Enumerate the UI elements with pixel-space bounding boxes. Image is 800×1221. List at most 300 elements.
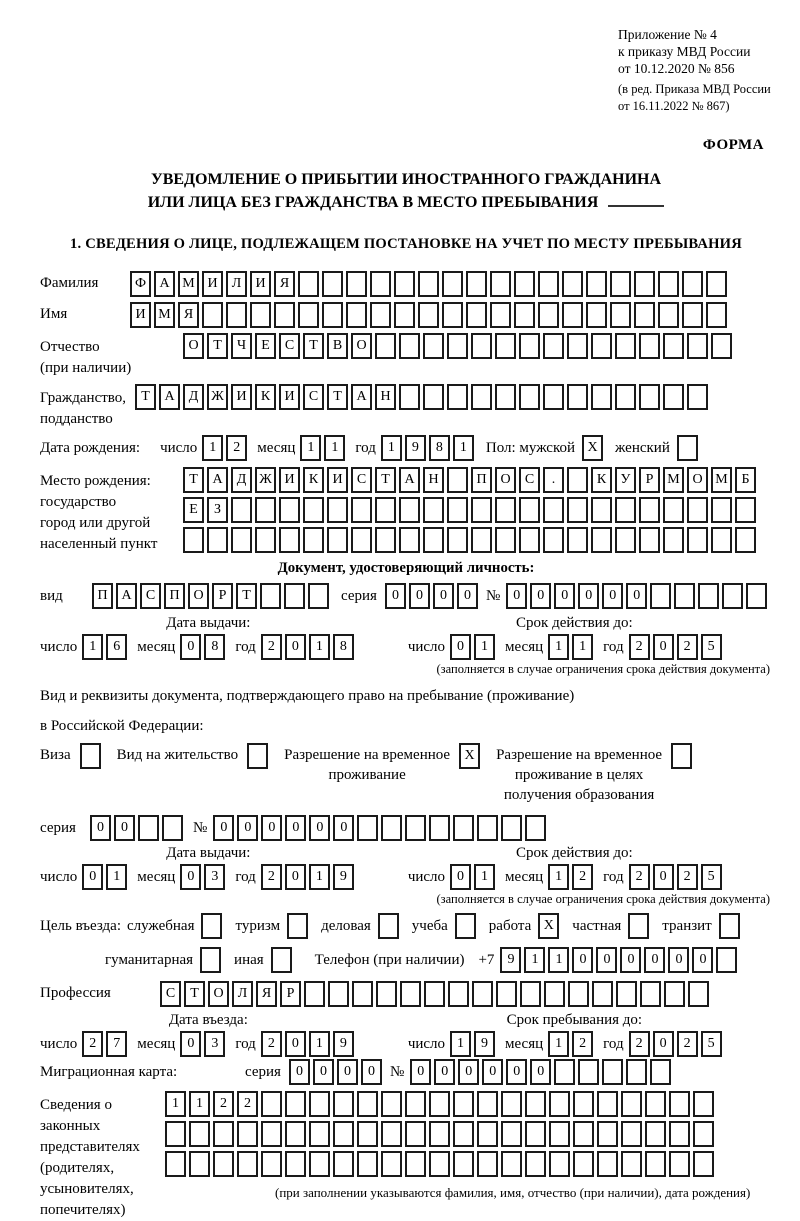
char-cell[interactable]: 0 [530, 583, 551, 609]
char-cell[interactable] [706, 302, 727, 328]
char-cell[interactable] [477, 815, 498, 841]
char-cell[interactable] [423, 497, 444, 523]
char-cell[interactable] [322, 271, 343, 297]
char-cell[interactable] [543, 333, 564, 359]
char-cell[interactable] [322, 302, 343, 328]
char-cell[interactable] [682, 302, 703, 328]
char-cell[interactable] [378, 913, 399, 939]
char-cell[interactable] [471, 384, 492, 410]
char-cell[interactable]: О [208, 981, 229, 1007]
char-cell[interactable]: 0 [450, 864, 471, 890]
char-cell[interactable] [592, 981, 613, 1007]
char-cell[interactable]: 0 [692, 947, 713, 973]
char-cell[interactable] [645, 1091, 666, 1117]
char-cell[interactable] [495, 384, 516, 410]
char-cell[interactable]: 0 [333, 815, 354, 841]
char-cell[interactable] [610, 302, 631, 328]
char-cell[interactable] [423, 527, 444, 553]
char-cell[interactable] [711, 527, 732, 553]
char-cell[interactable] [544, 981, 565, 1007]
char-cell[interactable] [591, 497, 612, 523]
char-cell[interactable]: Л [232, 981, 253, 1007]
char-cell[interactable]: 2 [629, 634, 650, 660]
char-cell[interactable]: 3 [204, 1031, 225, 1057]
char-cell[interactable] [231, 527, 252, 553]
char-cell[interactable]: 0 [180, 1031, 201, 1057]
char-cell[interactable]: 3 [204, 864, 225, 890]
char-cell[interactable] [746, 583, 767, 609]
char-cell[interactable]: 0 [554, 583, 575, 609]
char-cell[interactable] [351, 497, 372, 523]
char-cell[interactable]: 0 [578, 583, 599, 609]
char-cell[interactable]: М [178, 271, 199, 297]
char-cell[interactable] [525, 1121, 546, 1147]
char-cell[interactable] [471, 497, 492, 523]
char-cell[interactable]: 6 [106, 634, 127, 660]
char-cell[interactable]: 2 [226, 435, 247, 461]
char-cell[interactable] [471, 333, 492, 359]
char-cell[interactable] [370, 271, 391, 297]
char-cell[interactable]: Т [207, 333, 228, 359]
char-cell[interactable]: Я [274, 271, 295, 297]
char-cell[interactable] [429, 1091, 450, 1117]
char-cell[interactable]: Т [303, 333, 324, 359]
char-cell[interactable]: М [711, 467, 732, 493]
char-cell[interactable]: О [351, 333, 372, 359]
char-cell[interactable]: П [92, 583, 113, 609]
char-cell[interactable]: О [495, 467, 516, 493]
char-cell[interactable]: 1 [309, 1031, 330, 1057]
char-cell[interactable] [519, 497, 540, 523]
char-cell[interactable] [567, 384, 588, 410]
char-cell[interactable] [687, 384, 708, 410]
char-cell[interactable] [711, 333, 732, 359]
char-cell[interactable] [429, 1151, 450, 1177]
char-cell[interactable] [304, 981, 325, 1007]
char-cell[interactable]: 1 [300, 435, 321, 461]
char-cell[interactable]: 8 [429, 435, 450, 461]
char-cell[interactable]: 0 [450, 634, 471, 660]
char-cell[interactable] [284, 583, 305, 609]
char-cell[interactable]: 0 [434, 1059, 455, 1085]
char-cell[interactable]: 8 [204, 634, 225, 660]
char-cell[interactable] [287, 913, 308, 939]
char-cell[interactable]: К [255, 384, 276, 410]
char-cell[interactable]: 0 [506, 1059, 527, 1085]
char-cell[interactable] [309, 1151, 330, 1177]
char-cell[interactable] [261, 1121, 282, 1147]
char-cell[interactable] [138, 815, 159, 841]
char-cell[interactable] [671, 743, 692, 769]
char-cell[interactable] [423, 333, 444, 359]
char-cell[interactable] [399, 527, 420, 553]
char-cell[interactable]: И [279, 467, 300, 493]
char-cell[interactable] [687, 497, 708, 523]
char-cell[interactable] [682, 271, 703, 297]
char-cell[interactable] [201, 913, 222, 939]
char-cell[interactable] [658, 271, 679, 297]
char-cell[interactable] [490, 271, 511, 297]
char-cell[interactable] [519, 384, 540, 410]
char-cell[interactable]: 0 [457, 583, 478, 609]
char-cell[interactable]: С [140, 583, 161, 609]
char-cell[interactable] [333, 1091, 354, 1117]
char-cell[interactable] [639, 384, 660, 410]
char-cell[interactable] [202, 302, 223, 328]
char-cell[interactable]: 5 [701, 634, 722, 660]
char-cell[interactable]: 0 [285, 634, 306, 660]
char-cell[interactable]: 1 [548, 864, 569, 890]
char-cell[interactable] [80, 743, 101, 769]
char-cell[interactable] [226, 302, 247, 328]
char-cell[interactable]: М [663, 467, 684, 493]
char-cell[interactable]: 0 [285, 1031, 306, 1057]
char-cell[interactable] [423, 384, 444, 410]
char-cell[interactable] [573, 1091, 594, 1117]
char-cell[interactable] [255, 497, 276, 523]
char-cell[interactable]: 1 [309, 864, 330, 890]
char-cell[interactable] [381, 1091, 402, 1117]
char-cell[interactable]: 1 [524, 947, 545, 973]
char-cell[interactable] [477, 1151, 498, 1177]
char-cell[interactable]: 1 [453, 435, 474, 461]
char-cell[interactable] [602, 1059, 623, 1085]
char-cell[interactable]: 9 [500, 947, 521, 973]
char-cell[interactable]: И [130, 302, 151, 328]
char-cell[interactable] [543, 497, 564, 523]
char-cell[interactable] [538, 271, 559, 297]
char-cell[interactable]: 0 [530, 1059, 551, 1085]
char-cell[interactable]: 1 [572, 634, 593, 660]
char-cell[interactable] [183, 527, 204, 553]
char-cell[interactable] [674, 583, 695, 609]
char-cell[interactable] [375, 527, 396, 553]
char-cell[interactable] [453, 1091, 474, 1117]
char-cell[interactable]: 2 [629, 1031, 650, 1057]
char-cell[interactable] [200, 947, 221, 973]
char-cell[interactable]: А [207, 467, 228, 493]
char-cell[interactable]: 0 [482, 1059, 503, 1085]
char-cell[interactable]: С [351, 467, 372, 493]
char-cell[interactable]: 0 [572, 947, 593, 973]
char-cell[interactable] [610, 271, 631, 297]
char-cell[interactable]: Б [735, 467, 756, 493]
char-cell[interactable] [519, 333, 540, 359]
char-cell[interactable] [591, 333, 612, 359]
char-cell[interactable] [615, 497, 636, 523]
char-cell[interactable] [639, 333, 660, 359]
char-cell[interactable] [477, 1121, 498, 1147]
char-cell[interactable]: 2 [572, 1031, 593, 1057]
char-cell[interactable] [333, 1151, 354, 1177]
char-cell[interactable] [189, 1121, 210, 1147]
char-cell[interactable] [621, 1151, 642, 1177]
char-cell[interactable] [399, 384, 420, 410]
char-cell[interactable] [520, 981, 541, 1007]
char-cell[interactable]: 0 [337, 1059, 358, 1085]
char-cell[interactable] [562, 302, 583, 328]
char-cell[interactable]: 1 [474, 634, 495, 660]
char-cell[interactable]: 0 [433, 583, 454, 609]
char-cell[interactable]: 1 [548, 1031, 569, 1057]
char-cell[interactable] [567, 527, 588, 553]
char-cell[interactable] [719, 913, 740, 939]
char-cell[interactable] [549, 1091, 570, 1117]
char-cell[interactable] [543, 384, 564, 410]
char-cell[interactable] [255, 527, 276, 553]
char-cell[interactable] [308, 583, 329, 609]
char-cell[interactable]: Н [423, 467, 444, 493]
char-cell[interactable]: И [327, 467, 348, 493]
char-cell[interactable] [706, 271, 727, 297]
char-cell[interactable]: 0 [114, 815, 135, 841]
char-cell[interactable]: И [279, 384, 300, 410]
char-cell[interactable] [687, 333, 708, 359]
char-cell[interactable]: 0 [620, 947, 641, 973]
char-cell[interactable] [501, 1151, 522, 1177]
char-cell[interactable] [237, 1121, 258, 1147]
char-cell[interactable]: Т [327, 384, 348, 410]
char-cell[interactable]: 0 [409, 583, 430, 609]
char-cell[interactable]: Я [178, 302, 199, 328]
char-cell[interactable] [298, 271, 319, 297]
char-cell[interactable]: 0 [385, 583, 406, 609]
char-cell[interactable]: 0 [285, 864, 306, 890]
char-cell[interactable] [352, 981, 373, 1007]
char-cell[interactable] [261, 1091, 282, 1117]
char-cell[interactable]: К [591, 467, 612, 493]
char-cell[interactable]: 9 [333, 1031, 354, 1057]
char-cell[interactable]: К [303, 467, 324, 493]
char-cell[interactable] [645, 1151, 666, 1177]
char-cell[interactable]: О [188, 583, 209, 609]
char-cell[interactable] [271, 947, 292, 973]
char-cell[interactable] [495, 527, 516, 553]
char-cell[interactable]: И [202, 271, 223, 297]
char-cell[interactable]: 0 [313, 1059, 334, 1085]
char-cell[interactable]: 0 [653, 634, 674, 660]
char-cell[interactable] [735, 497, 756, 523]
char-cell[interactable] [447, 333, 468, 359]
char-cell[interactable]: А [399, 467, 420, 493]
char-cell[interactable] [165, 1151, 186, 1177]
char-cell[interactable] [442, 302, 463, 328]
char-cell[interactable]: 0 [653, 864, 674, 890]
char-cell[interactable] [495, 333, 516, 359]
char-cell[interactable] [495, 497, 516, 523]
char-cell[interactable] [375, 497, 396, 523]
char-cell[interactable] [501, 1121, 522, 1147]
char-cell[interactable] [357, 1121, 378, 1147]
char-cell[interactable] [357, 1091, 378, 1117]
char-cell[interactable]: 0 [289, 1059, 310, 1085]
char-cell[interactable]: 0 [668, 947, 689, 973]
char-cell[interactable] [663, 384, 684, 410]
char-cell[interactable] [357, 1151, 378, 1177]
char-cell[interactable]: Р [639, 467, 660, 493]
char-cell[interactable] [567, 333, 588, 359]
char-cell[interactable]: 2 [261, 864, 282, 890]
char-cell[interactable]: 0 [410, 1059, 431, 1085]
char-cell[interactable] [357, 815, 378, 841]
char-cell[interactable] [346, 302, 367, 328]
char-cell[interactable]: 0 [458, 1059, 479, 1085]
char-cell[interactable]: В [327, 333, 348, 359]
char-cell[interactable]: 5 [701, 864, 722, 890]
char-cell[interactable] [424, 981, 445, 1007]
char-cell[interactable] [375, 333, 396, 359]
char-cell[interactable] [447, 467, 468, 493]
char-cell[interactable]: . [543, 467, 564, 493]
char-cell[interactable] [381, 815, 402, 841]
char-cell[interactable] [573, 1121, 594, 1147]
char-cell[interactable] [279, 497, 300, 523]
char-cell[interactable] [664, 981, 685, 1007]
char-cell[interactable] [669, 1091, 690, 1117]
char-cell[interactable] [376, 981, 397, 1007]
char-cell[interactable] [615, 333, 636, 359]
char-cell[interactable] [554, 1059, 575, 1085]
char-cell[interactable]: 0 [180, 864, 201, 890]
char-cell[interactable]: П [164, 583, 185, 609]
char-cell[interactable]: 1 [548, 947, 569, 973]
char-cell[interactable] [418, 271, 439, 297]
char-cell[interactable] [586, 271, 607, 297]
char-cell[interactable] [597, 1091, 618, 1117]
char-cell[interactable]: Я [256, 981, 277, 1007]
char-cell[interactable]: Т [236, 583, 257, 609]
char-cell[interactable]: 1 [202, 435, 223, 461]
char-cell[interactable] [586, 302, 607, 328]
char-cell[interactable]: 1 [106, 864, 127, 890]
char-cell[interactable]: Ч [231, 333, 252, 359]
char-cell[interactable] [735, 527, 756, 553]
char-cell[interactable]: Р [212, 583, 233, 609]
char-cell[interactable] [327, 527, 348, 553]
char-cell[interactable] [303, 527, 324, 553]
char-cell[interactable]: З [207, 497, 228, 523]
char-cell[interactable]: И [231, 384, 252, 410]
char-cell[interactable] [650, 583, 671, 609]
char-cell[interactable] [525, 815, 546, 841]
char-cell[interactable] [597, 1121, 618, 1147]
char-cell[interactable] [716, 947, 737, 973]
char-cell[interactable] [615, 527, 636, 553]
char-cell[interactable] [189, 1151, 210, 1177]
char-cell[interactable] [285, 1091, 306, 1117]
char-cell[interactable] [285, 1151, 306, 1177]
char-cell[interactable]: Т [375, 467, 396, 493]
char-cell[interactable] [274, 302, 295, 328]
char-cell[interactable] [247, 743, 268, 769]
char-cell[interactable]: 7 [106, 1031, 127, 1057]
char-cell[interactable] [405, 815, 426, 841]
char-cell[interactable] [669, 1121, 690, 1147]
char-cell[interactable] [394, 271, 415, 297]
char-cell[interactable] [442, 271, 463, 297]
char-cell[interactable]: X [459, 743, 480, 769]
char-cell[interactable] [591, 384, 612, 410]
char-cell[interactable]: Ж [207, 384, 228, 410]
char-cell[interactable]: Н [375, 384, 396, 410]
char-cell[interactable]: 0 [213, 815, 234, 841]
char-cell[interactable] [466, 302, 487, 328]
char-cell[interactable]: 1 [474, 864, 495, 890]
char-cell[interactable] [346, 271, 367, 297]
char-cell[interactable] [453, 815, 474, 841]
char-cell[interactable] [549, 1121, 570, 1147]
char-cell[interactable] [213, 1121, 234, 1147]
char-cell[interactable] [447, 384, 468, 410]
char-cell[interactable]: 0 [261, 815, 282, 841]
char-cell[interactable] [328, 981, 349, 1007]
char-cell[interactable] [381, 1151, 402, 1177]
char-cell[interactable]: 0 [82, 864, 103, 890]
char-cell[interactable] [399, 333, 420, 359]
char-cell[interactable] [471, 527, 492, 553]
char-cell[interactable] [298, 302, 319, 328]
char-cell[interactable] [567, 467, 588, 493]
char-cell[interactable]: А [154, 271, 175, 297]
char-cell[interactable]: 2 [677, 1031, 698, 1057]
char-cell[interactable] [525, 1151, 546, 1177]
char-cell[interactable]: 9 [474, 1031, 495, 1057]
char-cell[interactable] [231, 497, 252, 523]
char-cell[interactable]: 0 [596, 947, 617, 973]
char-cell[interactable] [472, 981, 493, 1007]
char-cell[interactable] [711, 497, 732, 523]
char-cell[interactable]: 2 [261, 1031, 282, 1057]
char-cell[interactable] [621, 1121, 642, 1147]
char-cell[interactable] [578, 1059, 599, 1085]
char-cell[interactable]: 2 [677, 634, 698, 660]
char-cell[interactable]: А [116, 583, 137, 609]
char-cell[interactable] [639, 497, 660, 523]
char-cell[interactable] [309, 1121, 330, 1147]
char-cell[interactable] [568, 981, 589, 1007]
char-cell[interactable]: С [279, 333, 300, 359]
char-cell[interactable]: А [159, 384, 180, 410]
char-cell[interactable] [496, 981, 517, 1007]
char-cell[interactable]: 0 [237, 815, 258, 841]
char-cell[interactable] [418, 302, 439, 328]
char-cell[interactable] [519, 527, 540, 553]
char-cell[interactable] [626, 1059, 647, 1085]
char-cell[interactable] [327, 497, 348, 523]
char-cell[interactable] [687, 527, 708, 553]
char-cell[interactable]: С [519, 467, 540, 493]
char-cell[interactable] [405, 1091, 426, 1117]
char-cell[interactable]: Д [231, 467, 252, 493]
char-cell[interactable] [501, 815, 522, 841]
char-cell[interactable]: 0 [506, 583, 527, 609]
char-cell[interactable]: 0 [361, 1059, 382, 1085]
char-cell[interactable]: Д [183, 384, 204, 410]
char-cell[interactable]: Т [183, 467, 204, 493]
char-cell[interactable] [693, 1091, 714, 1117]
char-cell[interactable] [628, 913, 649, 939]
char-cell[interactable] [663, 333, 684, 359]
char-cell[interactable] [405, 1121, 426, 1147]
char-cell[interactable] [722, 583, 743, 609]
char-cell[interactable] [213, 1151, 234, 1177]
char-cell[interactable] [333, 1121, 354, 1147]
char-cell[interactable]: 1 [324, 435, 345, 461]
char-cell[interactable]: 2 [572, 864, 593, 890]
char-cell[interactable]: О [687, 467, 708, 493]
char-cell[interactable] [394, 302, 415, 328]
char-cell[interactable] [645, 1121, 666, 1147]
